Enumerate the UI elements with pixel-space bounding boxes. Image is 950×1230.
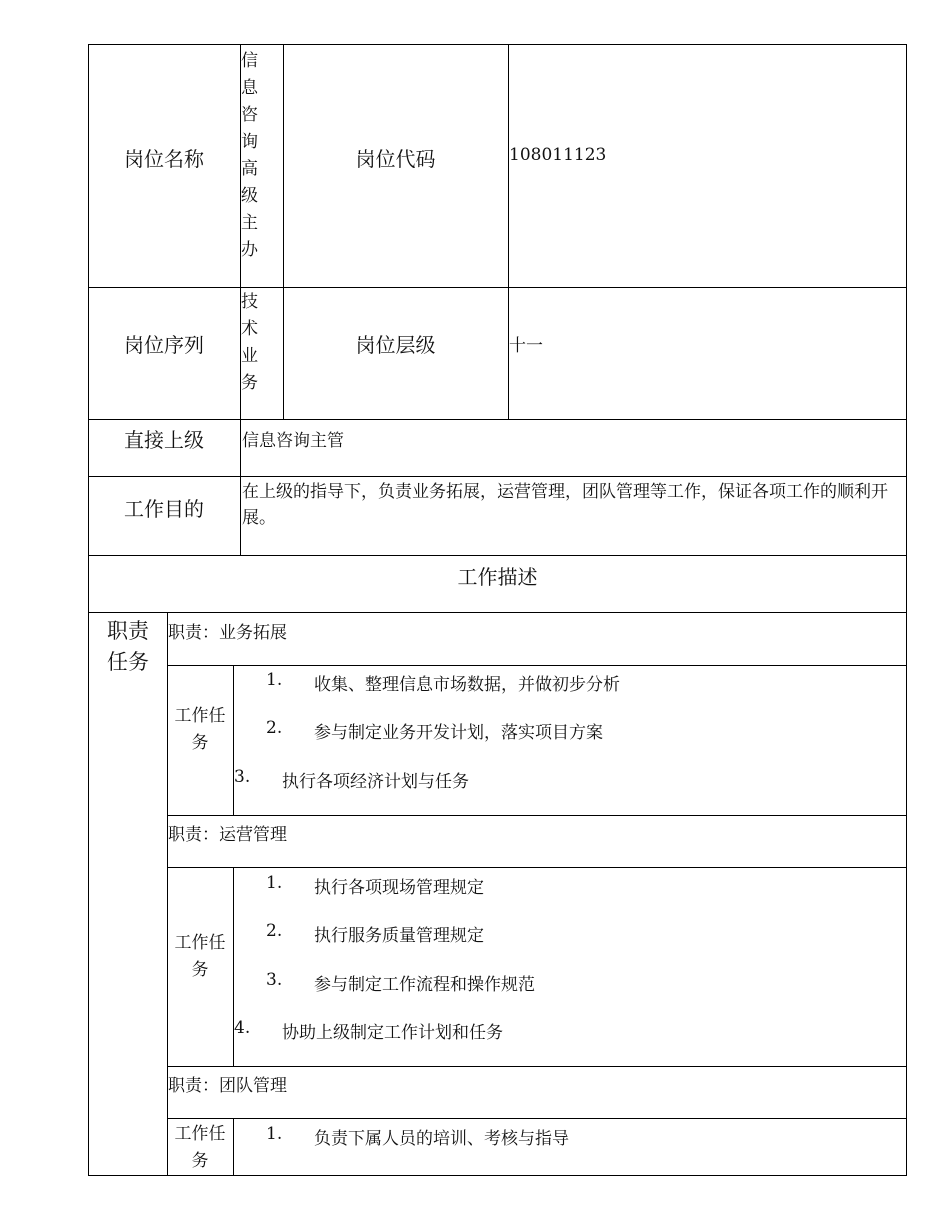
post-name-label: 岗位名称: [124, 147, 204, 171]
level-value: 十一: [509, 336, 543, 356]
post-name-value: 信息咨询高级主办: [241, 51, 258, 260]
sequence-label: 岗位序列: [124, 333, 204, 357]
task-item: 执行各项经济计划与任务: [282, 772, 469, 792]
task-item: 负责下属人员的培训、考核与指导: [314, 1129, 569, 1149]
task-item: 协助上级制定工作计划和任务: [282, 1023, 503, 1043]
task-item: 参与制定业务开发计划，落实项目方案: [314, 723, 603, 743]
superior-value: 信息咨询主管: [242, 431, 344, 451]
task-number: 3.: [234, 767, 251, 787]
task-number: 2.: [266, 921, 283, 941]
purpose-value: 在上级的指导下，负责业务拓展，运营管理，团队管理等工作，保证各项工作的顺利开展。: [242, 482, 888, 528]
post-code-label: 岗位代码: [355, 147, 436, 171]
task-item: 执行服务质量管理规定: [314, 926, 484, 946]
task-number: 1.: [266, 1124, 283, 1144]
task-number: 3.: [266, 970, 283, 990]
tasks-label: 工作任务: [174, 706, 226, 753]
task-item: 参与制定工作流程和操作规范: [314, 975, 535, 995]
level-label: 岗位层级: [355, 333, 436, 357]
task-number: 1.: [266, 670, 283, 690]
duties-label: 职责任务: [107, 619, 149, 674]
task-number: 1.: [266, 873, 283, 893]
sequence-value: 技术业务: [241, 292, 258, 393]
description-title: 工作描述: [457, 565, 538, 589]
purpose-label: 工作目的: [124, 497, 204, 521]
tasks-label: 工作任务: [174, 1124, 226, 1171]
tasks-label: 工作任务: [174, 933, 226, 980]
duty-title: 职责：团队管理: [168, 1076, 287, 1096]
superior-label: 直接上级: [124, 428, 204, 452]
duty-title: 职责：运营管理: [168, 825, 287, 845]
task-item: 收集、整理信息市场数据，并做初步分析: [314, 675, 620, 695]
post-code-value: 108011123: [509, 145, 607, 165]
duty-title: 职责：业务拓展: [168, 623, 287, 643]
task-number: 2.: [266, 718, 283, 738]
task-item: 执行各项现场管理规定: [314, 878, 484, 898]
task-number: 4.: [234, 1018, 251, 1038]
